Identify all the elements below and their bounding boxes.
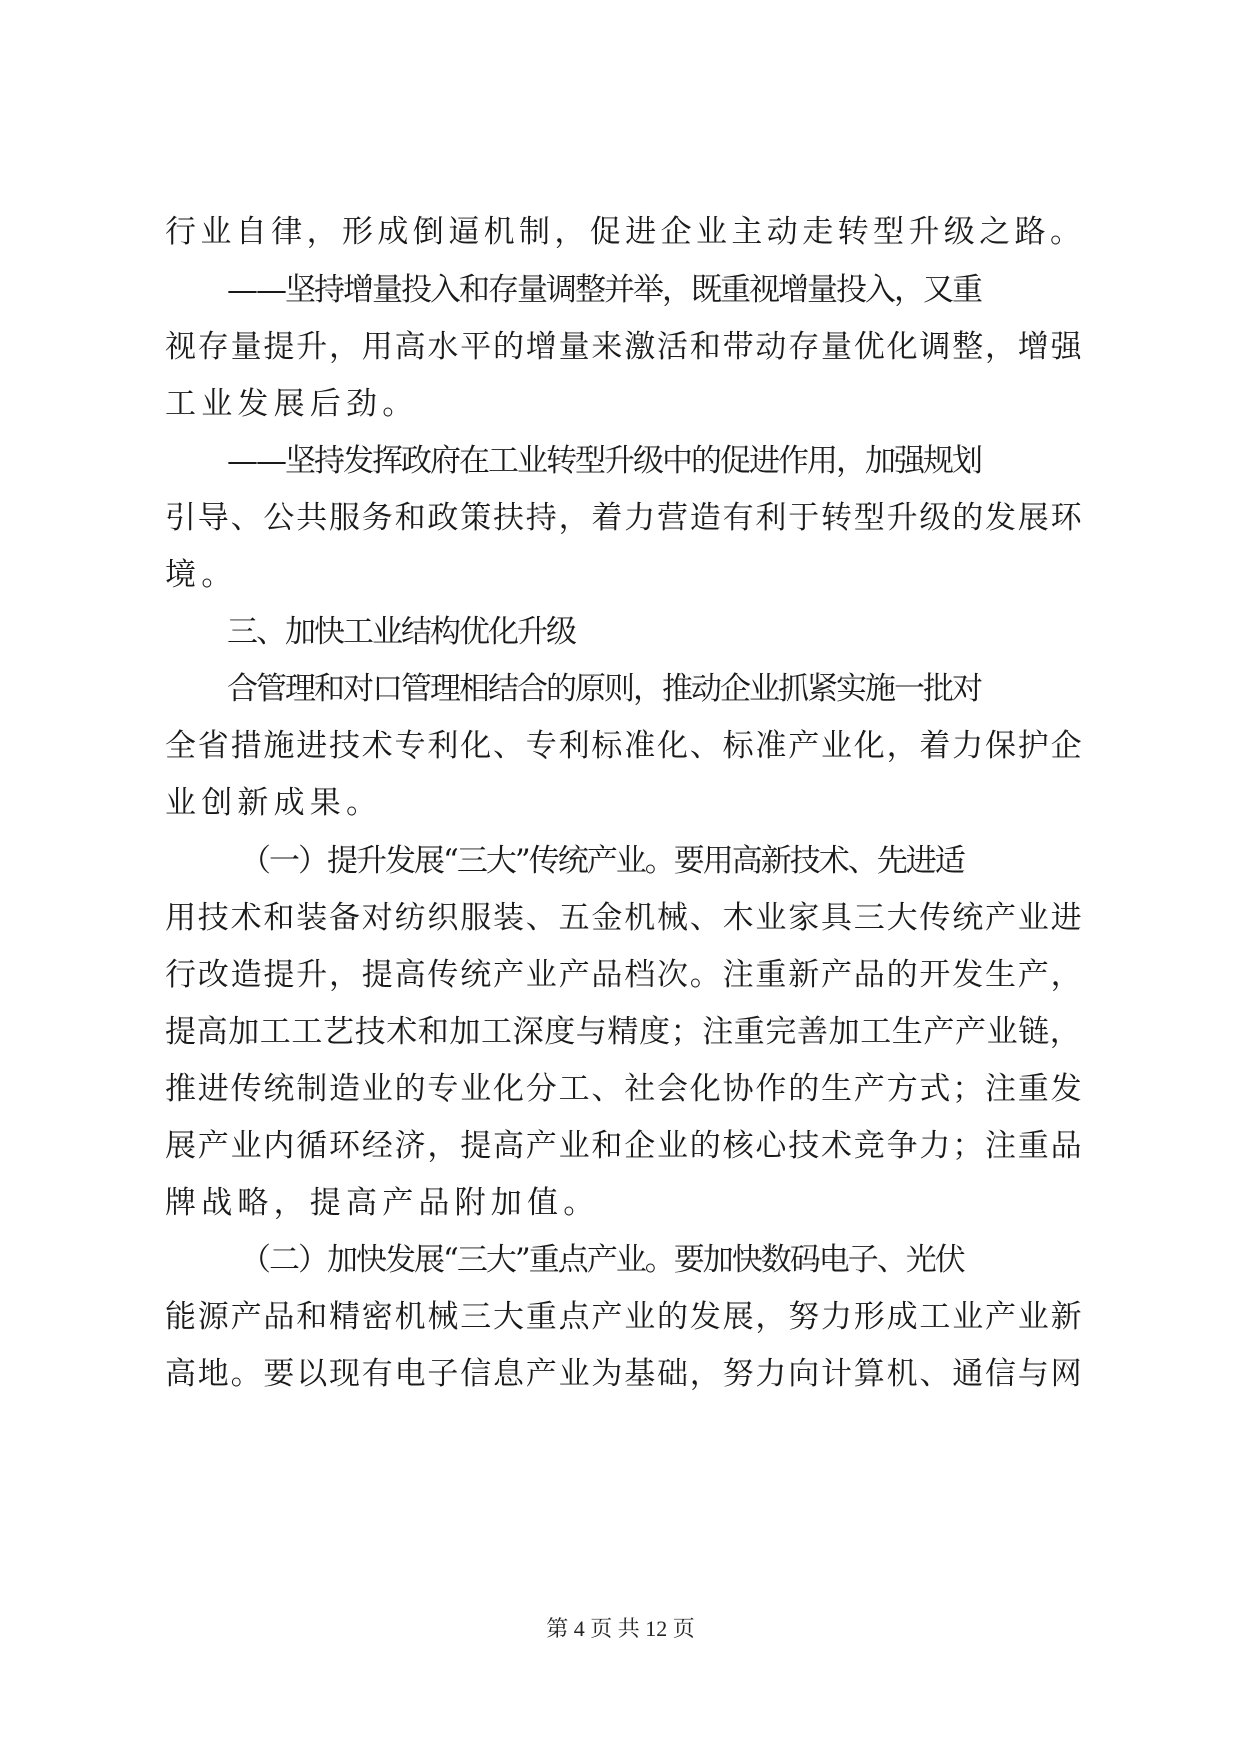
body-line: 境。 <box>165 557 238 593</box>
body-line: 视存量提升，用高水平的增量来激活和带动存量优化调整，增强 <box>165 329 1084 365</box>
body-line: 合管理和对口管理相结合的原则，推动企业抓紧实施一批对 <box>227 671 981 707</box>
body-line: 高地。要以现有电子信息产业为基础，努力向计算机、通信与网 <box>165 1356 1084 1392</box>
body-line: （一）提升发展“三大”传统产业。要用高新技术、先进适 <box>240 843 964 879</box>
body-line: 全省措施进技术专利化、专利标准化、标准产业化，着力保护企 <box>165 728 1084 764</box>
body-line: 提高加工工艺技术和加工深度与精度；注重完善加工生产产业链， <box>165 1014 1082 1050</box>
page-number-footer: 第 4 页 共 12 页 <box>546 1616 695 1641</box>
body-line: ——坚持增量投入和存量调整并举，既重视增量投入，又重 <box>227 272 981 308</box>
body-line: 展产业内循环经济，提高产业和企业的核心技术竞争力；注重品 <box>165 1128 1084 1164</box>
section-heading: 三、加快工业结构优化升级 <box>227 614 575 650</box>
body-line: 行改造提升，提高传统产业产品档次。注重新产品的开发生产， <box>165 957 1084 993</box>
body-line: 业创新成果。 <box>165 785 383 821</box>
body-line: 行业自律，形成倒逼机制，促进企业主动走转型升级之路。 <box>165 214 1086 250</box>
body-line: （二）加快发展“三大”重点产业。要加快数码电子、光伏 <box>240 1242 964 1278</box>
body-line: 用技术和装备对纺织服装、五金机械、木业家具三大传统产业进 <box>165 900 1084 936</box>
body-line: 能源产品和精密机械三大重点产业的发展，努力形成工业产业新 <box>165 1299 1084 1335</box>
body-line: 推进传统制造业的专业化分工、社会化协作的生产方式；注重发 <box>165 1071 1084 1107</box>
body-line: 工业发展后劲。 <box>165 386 419 422</box>
body-line: ——坚持发挥政府在工业转型升级中的促进作用，加强规划 <box>227 443 981 479</box>
body-line: 引导、公共服务和政策扶持，着力营造有利于转型升级的发展环 <box>165 500 1084 536</box>
body-line: 牌战略，提高产品附加值。 <box>165 1185 600 1221</box>
